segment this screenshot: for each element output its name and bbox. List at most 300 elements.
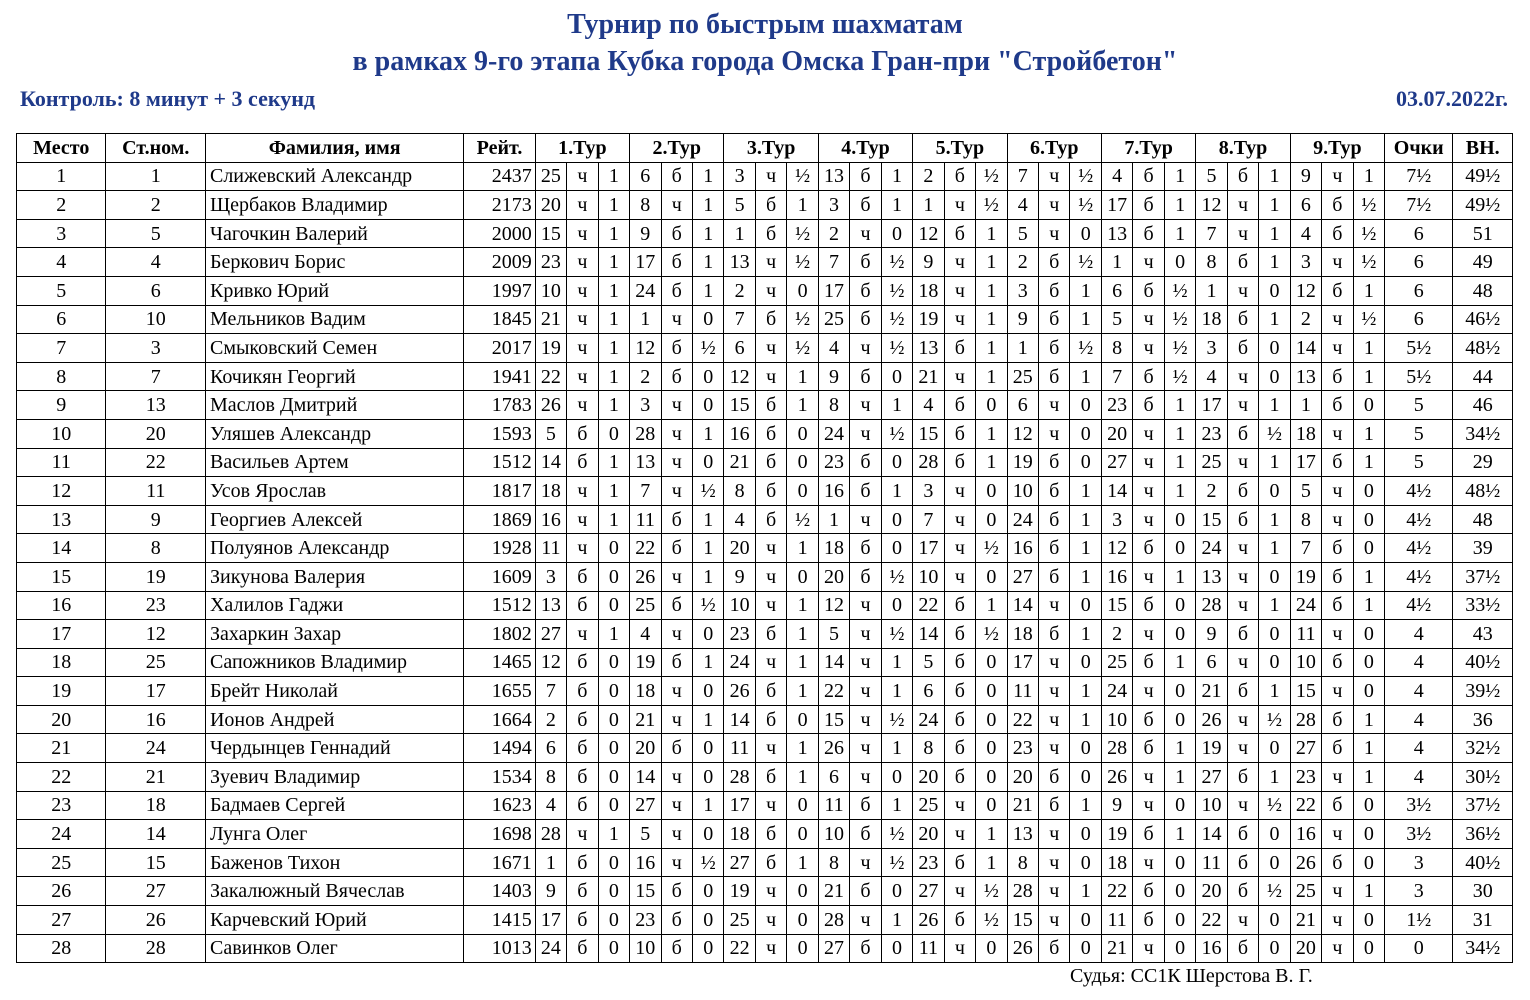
result-cell: 0 <box>692 620 723 649</box>
result-cell: 0 <box>1259 362 1290 391</box>
color-cell: ч <box>661 848 692 877</box>
header-place: Место <box>17 134 106 163</box>
result-cell: 1 <box>881 906 912 935</box>
result-cell: ½ <box>1259 877 1290 906</box>
place-cell: 23 <box>17 791 106 820</box>
header-points: Очки <box>1385 134 1453 163</box>
opponent-cell: 1 <box>724 219 755 248</box>
result-cell: 1 <box>1070 705 1101 734</box>
result-cell: 1 <box>787 734 818 763</box>
result-cell: ½ <box>787 334 818 363</box>
opponent-cell: 10 <box>1196 791 1227 820</box>
color-cell: б <box>850 305 881 334</box>
opponent-cell: 16 <box>1290 820 1321 849</box>
result-cell: 1 <box>1259 219 1290 248</box>
player-name-cell: Маслов Дмитрий <box>205 391 463 420</box>
color-cell: б <box>1039 362 1070 391</box>
opponent-cell: 2 <box>724 276 755 305</box>
result-cell: 0 <box>598 934 629 963</box>
result-cell: 1 <box>787 620 818 649</box>
result-cell: ½ <box>881 248 912 277</box>
color-cell: б <box>755 677 786 706</box>
result-cell: 1 <box>1164 763 1195 792</box>
rating-cell: 1593 <box>464 419 535 448</box>
opponent-cell: 2 <box>913 162 944 191</box>
color-cell: б <box>1133 534 1164 563</box>
header-round-5: 5.Тур <box>913 134 1007 163</box>
opponent-cell: 12 <box>818 591 849 620</box>
color-cell: ч <box>1133 620 1164 649</box>
rating-cell: 2173 <box>464 191 535 220</box>
color-cell: ч <box>567 820 598 849</box>
points-cell: 5½ <box>1385 362 1453 391</box>
result-cell: 0 <box>1259 477 1290 506</box>
color-cell: б <box>1322 219 1353 248</box>
table-row <box>17 791 1513 820</box>
result-cell: 1 <box>598 248 629 277</box>
result-cell: 0 <box>1353 505 1384 534</box>
color-cell: б <box>567 705 598 734</box>
color-cell: б <box>1133 191 1164 220</box>
color-cell: б <box>661 534 692 563</box>
result-cell: 1 <box>1070 877 1101 906</box>
start-number-cell: 20 <box>106 419 206 448</box>
opponent-cell: 17 <box>630 248 661 277</box>
result-cell: 1 <box>976 448 1007 477</box>
table-header-row <box>17 134 1513 163</box>
color-cell: б <box>1039 620 1070 649</box>
opponent-cell: 12 <box>535 648 566 677</box>
opponent-cell: 4 <box>535 791 566 820</box>
color-cell: б <box>567 763 598 792</box>
opponent-cell: 21 <box>1007 791 1038 820</box>
color-cell: ч <box>1133 419 1164 448</box>
player-name-cell: Ионов Андрей <box>205 705 463 734</box>
opponent-cell: 28 <box>818 906 849 935</box>
color-cell: б <box>755 763 786 792</box>
opponent-cell: 9 <box>1007 305 1038 334</box>
result-cell: 1 <box>692 191 723 220</box>
result-cell: 1 <box>787 848 818 877</box>
opponent-cell: 17 <box>1290 448 1321 477</box>
opponent-cell: 16 <box>724 419 755 448</box>
color-cell: ч <box>755 906 786 935</box>
result-cell: 0 <box>692 820 723 849</box>
opponent-cell: 23 <box>724 620 755 649</box>
color-cell: б <box>661 734 692 763</box>
result-cell: 1 <box>1070 505 1101 534</box>
place-cell: 22 <box>17 763 106 792</box>
place-cell: 13 <box>17 505 106 534</box>
opponent-cell: 21 <box>535 305 566 334</box>
result-cell: 0 <box>976 763 1007 792</box>
points-cell: 4 <box>1385 620 1453 649</box>
result-cell: 0 <box>1259 334 1290 363</box>
color-cell: ч <box>1227 391 1258 420</box>
result-cell: 1 <box>692 248 723 277</box>
start-number-cell: 16 <box>106 705 206 734</box>
opponent-cell: 2 <box>1290 305 1321 334</box>
place-cell: 16 <box>17 591 106 620</box>
color-cell: ч <box>755 734 786 763</box>
opponent-cell: 25 <box>535 162 566 191</box>
color-cell: б <box>661 219 692 248</box>
opponent-cell: 7 <box>535 677 566 706</box>
color-cell: б <box>1322 391 1353 420</box>
table-row <box>17 191 1513 220</box>
color-cell: б <box>1227 477 1258 506</box>
color-cell: б <box>944 705 975 734</box>
color-cell: ч <box>1322 906 1353 935</box>
color-cell: ч <box>1322 763 1353 792</box>
result-cell: 1 <box>1353 877 1384 906</box>
color-cell: б <box>944 448 975 477</box>
result-cell: 1 <box>598 448 629 477</box>
color-cell: ч <box>1133 505 1164 534</box>
result-cell: 1 <box>1259 534 1290 563</box>
color-cell: ч <box>850 419 881 448</box>
table-row <box>17 906 1513 935</box>
color-cell: б <box>1227 334 1258 363</box>
color-cell: б <box>1133 162 1164 191</box>
tiebreak-cell: 31 <box>1453 906 1513 935</box>
color-cell: б <box>1322 648 1353 677</box>
color-cell: ч <box>1227 534 1258 563</box>
color-cell: ч <box>661 562 692 591</box>
result-cell: 1 <box>598 191 629 220</box>
opponent-cell: 9 <box>1101 791 1132 820</box>
opponent-cell: 13 <box>1196 562 1227 591</box>
result-cell: 0 <box>1164 705 1195 734</box>
opponent-cell: 8 <box>818 391 849 420</box>
start-number-cell: 8 <box>106 534 206 563</box>
result-cell: 1 <box>1070 620 1101 649</box>
result-cell: 1 <box>692 276 723 305</box>
result-cell: 1 <box>692 419 723 448</box>
color-cell: б <box>1322 734 1353 763</box>
result-cell: 0 <box>1164 677 1195 706</box>
result-cell: 1 <box>1164 477 1195 506</box>
color-cell: ч <box>1133 477 1164 506</box>
color-cell: б <box>661 591 692 620</box>
color-cell: ч <box>567 620 598 649</box>
color-cell: б <box>944 848 975 877</box>
result-cell: 1 <box>598 162 629 191</box>
color-cell: б <box>944 763 975 792</box>
opponent-cell: 10 <box>1101 705 1132 734</box>
opponent-cell: 15 <box>1290 677 1321 706</box>
opponent-cell: 25 <box>1290 877 1321 906</box>
opponent-cell: 28 <box>1290 705 1321 734</box>
player-name-cell: Слижевский Александр <box>205 162 463 191</box>
start-number-cell: 21 <box>106 763 206 792</box>
opponent-cell: 10 <box>724 591 755 620</box>
color-cell: б <box>944 677 975 706</box>
result-cell: 1 <box>976 591 1007 620</box>
opponent-cell: 17 <box>913 534 944 563</box>
opponent-cell: 16 <box>630 848 661 877</box>
opponent-cell: 2 <box>818 219 849 248</box>
color-cell: ч <box>661 677 692 706</box>
color-cell: б <box>944 334 975 363</box>
result-cell: 1 <box>1259 763 1290 792</box>
result-cell: 1 <box>1353 734 1384 763</box>
result-cell: 1 <box>1259 248 1290 277</box>
rating-cell: 2017 <box>464 334 535 363</box>
result-cell: 0 <box>787 276 818 305</box>
opponent-cell: 20 <box>1007 763 1038 792</box>
result-cell: 0 <box>598 791 629 820</box>
color-cell: ч <box>567 191 598 220</box>
result-cell: 0 <box>692 734 723 763</box>
result-cell: 0 <box>1353 820 1384 849</box>
result-cell: 1 <box>598 820 629 849</box>
color-cell: б <box>755 191 786 220</box>
opponent-cell: 22 <box>1007 705 1038 734</box>
result-cell: 0 <box>692 934 723 963</box>
color-cell: б <box>1322 362 1353 391</box>
color-cell: б <box>755 705 786 734</box>
place-cell: 14 <box>17 534 106 563</box>
opponent-cell: 26 <box>724 677 755 706</box>
opponent-cell: 11 <box>630 505 661 534</box>
opponent-cell: 4 <box>818 334 849 363</box>
result-cell: 1 <box>1164 191 1195 220</box>
result-cell: 0 <box>1070 219 1101 248</box>
result-cell: ½ <box>1259 419 1290 448</box>
opponent-cell: 4 <box>1290 219 1321 248</box>
opponent-cell: 24 <box>1290 591 1321 620</box>
rating-cell: 1512 <box>464 591 535 620</box>
result-cell: 1 <box>976 820 1007 849</box>
result-cell: 1 <box>1164 162 1195 191</box>
result-cell: ½ <box>787 305 818 334</box>
opponent-cell: 13 <box>913 334 944 363</box>
color-cell: ч <box>755 362 786 391</box>
color-cell: б <box>1039 477 1070 506</box>
color-cell: б <box>567 591 598 620</box>
opponent-cell: 15 <box>913 419 944 448</box>
result-cell: 1 <box>598 219 629 248</box>
opponent-cell: 20 <box>724 534 755 563</box>
color-cell: б <box>567 877 598 906</box>
color-cell: б <box>1133 591 1164 620</box>
result-cell: ½ <box>976 906 1007 935</box>
result-cell: 0 <box>881 763 912 792</box>
result-cell: 1 <box>1259 191 1290 220</box>
opponent-cell: 9 <box>535 877 566 906</box>
result-cell: 1 <box>692 505 723 534</box>
opponent-cell: 18 <box>1196 305 1227 334</box>
result-cell: 0 <box>1070 848 1101 877</box>
color-cell: б <box>567 791 598 820</box>
opponent-cell: 19 <box>630 648 661 677</box>
points-cell: 4 <box>1385 648 1453 677</box>
start-number-cell: 26 <box>106 906 206 935</box>
color-cell: ч <box>661 620 692 649</box>
table-row <box>17 477 1513 506</box>
result-cell: 0 <box>1353 620 1384 649</box>
color-cell: ч <box>1133 248 1164 277</box>
result-cell: 1 <box>1070 477 1101 506</box>
color-cell: ч <box>944 305 975 334</box>
result-cell: ½ <box>1070 334 1101 363</box>
opponent-cell: 19 <box>1290 562 1321 591</box>
opponent-cell: 18 <box>1007 620 1038 649</box>
result-cell: 0 <box>976 562 1007 591</box>
color-cell: ч <box>567 477 598 506</box>
result-cell: 1 <box>598 620 629 649</box>
tiebreak-cell: 40½ <box>1453 848 1513 877</box>
color-cell: ч <box>661 477 692 506</box>
opponent-cell: 1 <box>818 505 849 534</box>
opponent-cell: 11 <box>818 791 849 820</box>
opponent-cell: 28 <box>913 448 944 477</box>
result-cell: 1 <box>692 705 723 734</box>
color-cell: ч <box>944 248 975 277</box>
result-cell: 1 <box>1353 763 1384 792</box>
table-row <box>17 219 1513 248</box>
result-cell: 0 <box>976 677 1007 706</box>
color-cell: б <box>755 305 786 334</box>
opponent-cell: 17 <box>1101 191 1132 220</box>
color-cell: б <box>1133 906 1164 935</box>
result-cell: 0 <box>787 934 818 963</box>
points-cell: 6 <box>1385 248 1453 277</box>
opponent-cell: 18 <box>818 534 849 563</box>
color-cell: б <box>755 477 786 506</box>
result-cell: 0 <box>787 705 818 734</box>
opponent-cell: 19 <box>1101 820 1132 849</box>
result-cell: ½ <box>692 477 723 506</box>
color-cell: б <box>755 848 786 877</box>
opponent-cell: 15 <box>535 219 566 248</box>
table-row <box>17 763 1513 792</box>
place-cell: 5 <box>17 276 106 305</box>
result-cell: 0 <box>1353 791 1384 820</box>
color-cell: ч <box>1133 763 1164 792</box>
opponent-cell: 10 <box>1290 648 1321 677</box>
opponent-cell: 12 <box>1101 534 1132 563</box>
result-cell: 1 <box>976 419 1007 448</box>
opponent-cell: 6 <box>1101 276 1132 305</box>
result-cell: 0 <box>1164 934 1195 963</box>
color-cell: ч <box>661 791 692 820</box>
result-cell: 0 <box>1164 620 1195 649</box>
result-cell: 0 <box>692 362 723 391</box>
player-name-cell: Карчевский Юрий <box>205 906 463 935</box>
color-cell: ч <box>1039 877 1070 906</box>
tiebreak-cell: 34½ <box>1453 419 1513 448</box>
opponent-cell: 7 <box>818 248 849 277</box>
color-cell: б <box>850 276 881 305</box>
opponent-cell: 5 <box>535 419 566 448</box>
result-cell: 1 <box>976 334 1007 363</box>
color-cell: б <box>661 362 692 391</box>
header-start-number: Ст.ном. <box>106 134 206 163</box>
table-row <box>17 591 1513 620</box>
color-cell: б <box>944 620 975 649</box>
result-cell: 1 <box>692 534 723 563</box>
table-row <box>17 276 1513 305</box>
opponent-cell: 17 <box>818 276 849 305</box>
player-name-cell: Уляшев Александр <box>205 419 463 448</box>
result-cell: 1 <box>881 734 912 763</box>
result-cell: ½ <box>692 591 723 620</box>
opponent-cell: 8 <box>1196 248 1227 277</box>
opponent-cell: 21 <box>1101 934 1132 963</box>
opponent-cell: 6 <box>724 334 755 363</box>
points-cell: 5 <box>1385 391 1453 420</box>
result-cell: ½ <box>787 162 818 191</box>
color-cell: б <box>850 162 881 191</box>
opponent-cell: 25 <box>818 305 849 334</box>
player-name-cell: Баженов Тихон <box>205 848 463 877</box>
result-cell: 0 <box>881 934 912 963</box>
player-name-cell: Чердынцев Геннадий <box>205 734 463 763</box>
result-cell: 0 <box>881 448 912 477</box>
color-cell: б <box>850 791 881 820</box>
color-cell: ч <box>567 162 598 191</box>
color-cell: ч <box>850 620 881 649</box>
points-cell: 4 <box>1385 734 1453 763</box>
result-cell: 1 <box>598 505 629 534</box>
opponent-cell: 5 <box>913 648 944 677</box>
points-cell: 6 <box>1385 276 1453 305</box>
place-cell: 11 <box>17 448 106 477</box>
result-cell: 0 <box>1070 734 1101 763</box>
opponent-cell: 18 <box>630 677 661 706</box>
color-cell: б <box>1227 934 1258 963</box>
color-cell: б <box>1039 934 1070 963</box>
result-cell: ½ <box>787 248 818 277</box>
color-cell: ч <box>1039 162 1070 191</box>
start-number-cell: 12 <box>106 620 206 649</box>
opponent-cell: 27 <box>724 848 755 877</box>
color-cell: б <box>1039 248 1070 277</box>
color-cell: ч <box>944 362 975 391</box>
result-cell: 0 <box>598 534 629 563</box>
place-cell: 9 <box>17 391 106 420</box>
opponent-cell: 15 <box>1196 505 1227 534</box>
points-cell: 3½ <box>1385 820 1453 849</box>
color-cell: ч <box>661 391 692 420</box>
start-number-cell: 27 <box>106 877 206 906</box>
start-number-cell: 9 <box>106 505 206 534</box>
points-cell: 5½ <box>1385 334 1453 363</box>
color-cell: б <box>1227 820 1258 849</box>
opponent-cell: 18 <box>913 276 944 305</box>
result-cell: 1 <box>976 276 1007 305</box>
color-cell: б <box>850 448 881 477</box>
color-cell: ч <box>755 934 786 963</box>
tiebreak-cell: 40½ <box>1453 648 1513 677</box>
result-cell: ½ <box>881 820 912 849</box>
color-cell: б <box>661 648 692 677</box>
table-row <box>17 877 1513 906</box>
color-cell: б <box>1227 677 1258 706</box>
opponent-cell: 3 <box>818 191 849 220</box>
result-cell: 0 <box>1259 820 1290 849</box>
rating-cell: 1845 <box>464 305 535 334</box>
result-cell: 1 <box>1259 162 1290 191</box>
player-name-cell: Беркович Борис <box>205 248 463 277</box>
opponent-cell: 11 <box>1007 677 1038 706</box>
opponent-cell: 8 <box>818 848 849 877</box>
table-row <box>17 562 1513 591</box>
result-cell: 0 <box>598 705 629 734</box>
result-cell: 0 <box>787 419 818 448</box>
